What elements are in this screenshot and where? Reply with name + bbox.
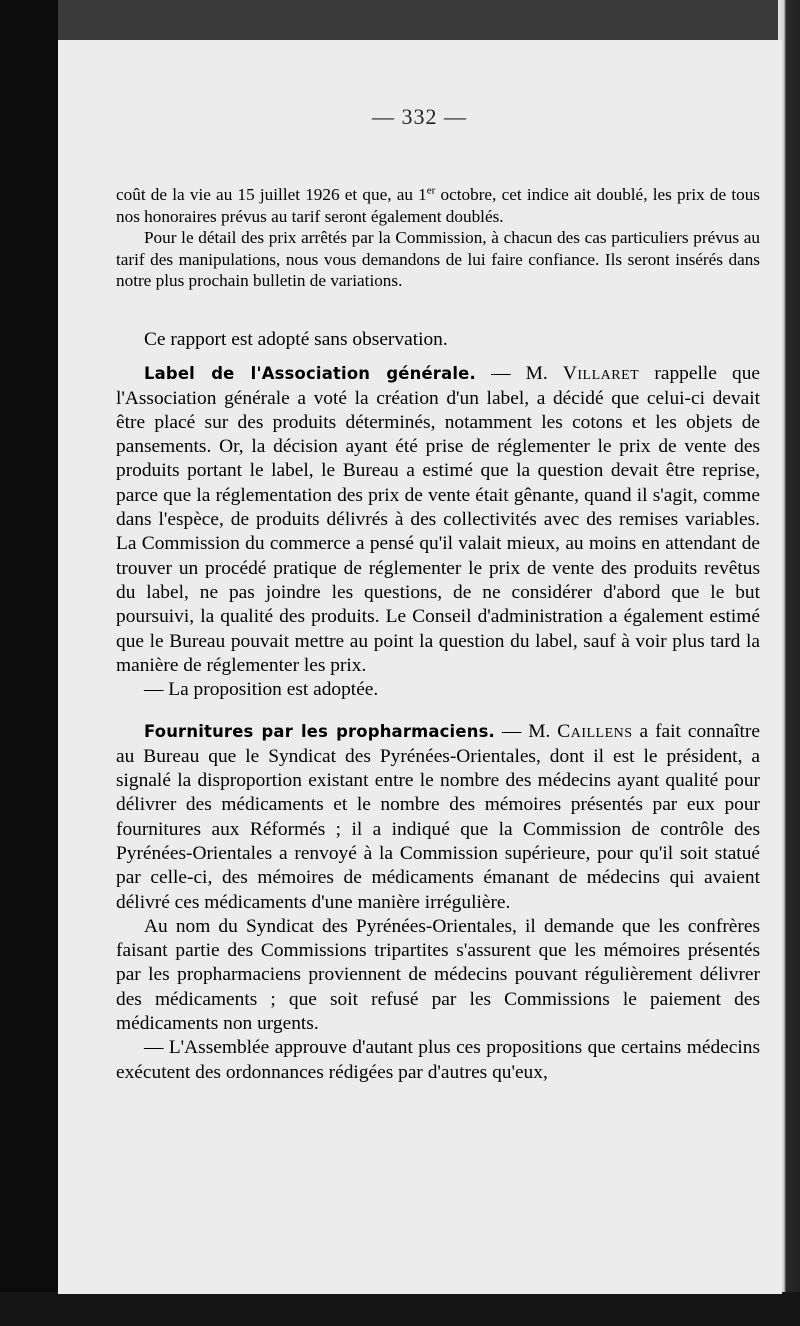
fournitures-heading: Fournitures par les propharmaciens. <box>144 722 495 742</box>
report-paragraph-2: Pour le détail des prix arrêtés par la Commission, à chacun des cas particuliers prévus au tarif des manipulations, nous vous demandons de lui faire confiance. Ils seront insérés dans notre plus prochain bulletin de variations. <box>116 228 760 291</box>
label-result: — La proposition est adoptée. <box>144 679 379 701</box>
superscript-er: er <box>426 184 436 197</box>
fournitures-section <box>116 720 760 914</box>
label-body: rappelle que l'Association générale a voté la création d'un label, a décidé que celui-ci devait être placé sur des produits déterminés, notamment les cotons et les objets de pansements. Or, la décision ayant été prise de réglementer le prix de vente des produits portant le label, le Bureau a estimé que la question devait être reprise, parce que la réglementation des prix de vente était gênante, quand il s'agit, comme dans l'espèce, de produits délivrés à des collectivités avec des remises variables. La Commission du commerce a pensé qu'il valait mieux, au moins en attendant de trouver un procédé pratique de réglementer le prix de vente des produits revêtus du label, ne pas joindre les questions, de ne considérer d'abord que le but poursuivi, la qualité des produits. Le Conseil d'administration a également estimé que le Bureau pouvait mettre au point la question du label, sauf à voir plus tard la manière de réglementer les prix. <box>116 363 760 676</box>
scan-left-border <box>0 0 58 1326</box>
fournitures-dash: — M. <box>494 721 558 743</box>
fournitures-speaker: Caillens <box>557 721 633 743</box>
report-paragraph-1 <box>116 184 760 227</box>
label-heading: Label de l'Association générale. <box>144 364 476 384</box>
minutes-section <box>116 328 760 1085</box>
fournitures-paragraph-2: Au nom du Syndicat des Pyrénées-Orientales, il demande que les confrères faisant partie des Commissions tripartites s'assurent que les mémoires présentés par les propharmaciens proviennent de médecins pouvant régulièrement délivrer des médicaments ; que soit refusé par les Commissions le paiement des médicaments non urgents. <box>116 915 760 1035</box>
report-text-continued: octobre, cet indice ait doublé, les prix de tous nos honoraires prévus au tarif seront également doublés. <box>116 185 760 226</box>
label-speaker: Villaret <box>562 363 640 385</box>
fournitures-body: a fait connaître au Bureau que le Syndicat des Pyrénées-Orientales, dont il est le président, a signalé la disproportion existant entre le nombre des médecins ayant qualité pour délivrer des médicaments et le nombre des mémoires présentés par eux pour fournitures aux Réformés ; il a indiqué que la Commission de contrôle des Pyrénées-Orientales a renvoyé à la Commission supérieure, pour qu'il soit statué par celle-ci, des mémoires de médicaments émanant de médecins qui avaient délivré ces médicaments d'une manière irrégulière. <box>116 721 760 913</box>
report-text: coût de la vie au 15 juillet 1926 et que, au 1 <box>116 185 427 204</box>
scan-bottom-border <box>0 1292 800 1326</box>
label-section <box>116 362 760 678</box>
page-number: — 332 — <box>372 104 467 129</box>
label-dash: — M. <box>475 363 563 385</box>
report-adopted-line: Ce rapport est adopté sans observation. <box>144 329 448 350</box>
report-continuation <box>116 184 760 292</box>
fournitures-paragraph-3: — L'Assemblée approuve d'autant plus ces propositions que certains médecins exécutent des ordonnances rédigées par d'autres qu'eux, <box>116 1037 760 1083</box>
